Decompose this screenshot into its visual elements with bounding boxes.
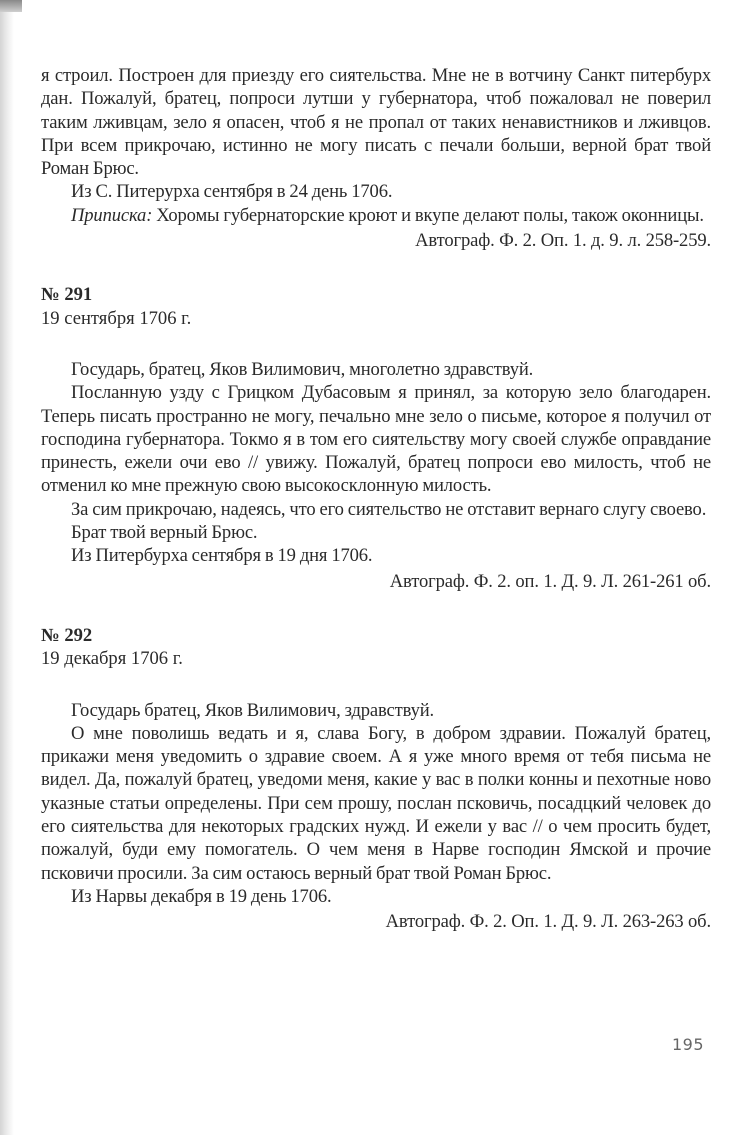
letter-source: Автограф. Ф. 2. Оп. 1. Д. 9. Л. 263-263 об. [385, 911, 711, 933]
document-number: № 291 [41, 284, 93, 306]
continuation-postscript [41, 204, 711, 227]
letter-paragraph: О мне поволишь ведать и я, слава Богу, в добром здравии. Пожалуй братец, прикажи меня уведомить о здравие своем. А я уже много время от тебя письма не видел. Да, пожалуй братец, уведоми меня, какие у вас в полки конны и пехотные ново указные статьи определены. При сем прошу, послан псковичь, посадцкий человек до его сиятельства для некоторых градских нужд. И ежели у вас // о чем просить будет, пожалуй, буди ему помогатель. О чем меня в Нарве господин Ямской и прочие псковичи просили. За сим остаюсь верный брат твой Роман Брюс. [41, 722, 711, 884]
letter-place-date: Из Питербурха сентября в 19 дня 1706. [71, 545, 373, 567]
book-page [41, 64, 711, 934]
letter-greeting: Государь братец, Яков Вилимович, здравствуй. [71, 699, 435, 721]
letter-signature: Брат твой верный Брюс. [71, 522, 258, 544]
letter-292 [41, 624, 711, 934]
page-number: 195 [672, 1035, 705, 1054]
letter-source: Автограф. Ф. 2. оп. 1. Д. 9. Л. 261-261 об. [389, 570, 711, 592]
letter-paragraph: Посланную узду с Грицком Дубасовым я принял, за которую зело благодарен. Теперь писать пространно не могу, печально мне зело о письме, которое я получил от господина губернатора. Токмо я в том его сиятельству могу своей службе оправдание принесть, ежели очи ево // увижу. Пожалуй, братец попроси ево милость, чтоб не отменил ко мне прежную свою высокосклонную милость. [41, 382, 711, 497]
continuation-place-date: Из С. Питерурха сентября в 24 день 1706. [71, 181, 393, 203]
document-date: 19 декабря 1706 г. [41, 648, 183, 670]
continuation-source: Автограф. Ф. 2. Оп. 1. д. 9. л. 258-259. [415, 230, 711, 252]
document-date: 19 сентября 1706 г. [41, 307, 192, 329]
postscript-label: Приписка: [71, 204, 153, 226]
postscript-text: Хоромы губернаторские кроют и вкупе делают полы, також оконницы. [152, 204, 704, 226]
letter-place-date: Из Нарвы декабря в 19 день 1706. [71, 885, 332, 907]
letter-continuation [41, 64, 711, 252]
letter-greeting: Государь, братец, Яков Вилимович, многолетно здравствуй. [71, 358, 534, 380]
document-number: № 292 [41, 624, 93, 646]
continuation-body: я строил. Построен для приезду его сиятельства. Мне не в вотчину Санкт питербурх дан. Пожалуй, братец, попроси лутши у губернатора, чтоб пожаловал не поверил таким лживцам, зело я опасен, чтоб я не пропал от таких ненавистников и лживцов. При всем прикрочаю, истинно не могу писать с печали больши, верной брат твой Роман Брюс. [41, 65, 711, 180]
letter-291 [41, 283, 711, 593]
page-gutter-shadow [0, 0, 14, 1135]
letter-paragraph: За сим прикрочаю, надеясь, что его сиятельство не отставит вернаго слугу своево. [71, 498, 707, 520]
